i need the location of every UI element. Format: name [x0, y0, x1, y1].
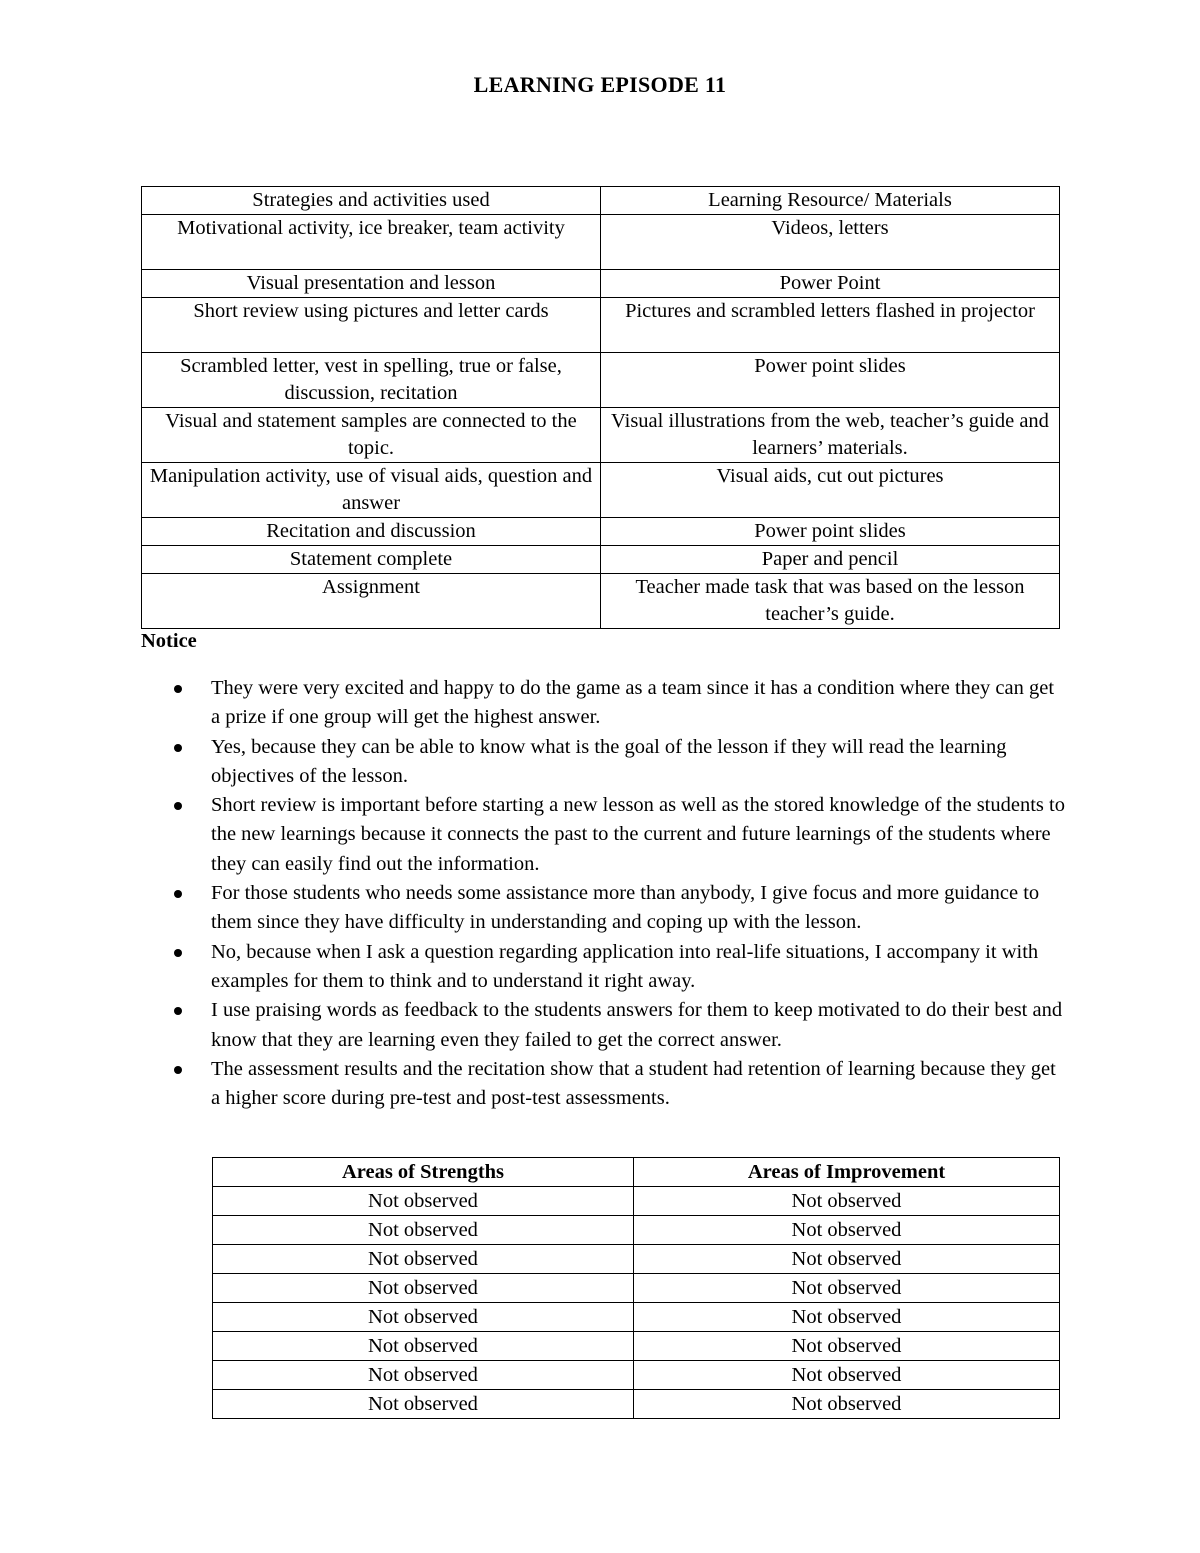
table-row [213, 1390, 1060, 1419]
strategy-cell: Visual presentation and lesson [142, 270, 601, 298]
resource-cell: Teacher made task that was based on the lesson teacher’s guide. [601, 574, 1060, 629]
areas-table [212, 1157, 1060, 1419]
improvement-cell: Not observed [634, 1361, 1060, 1390]
list-item [168, 733, 1068, 792]
strength-cell: Not observed [213, 1303, 634, 1332]
list-item [168, 1055, 1068, 1114]
notice-text: Yes, because they can be able to know what is the goal of the lesson if they will read the learning objectives of the lesson. [211, 735, 1007, 787]
resource-cell: Paper and pencil [601, 546, 1060, 574]
table-header-row [142, 187, 1060, 215]
header-improvement: Areas of Improvement [634, 1158, 1060, 1187]
resource-cell: Power point slides [601, 353, 1060, 408]
strategy-cell: Visual and statement samples are connected to the topic. [142, 408, 601, 463]
notice-list [168, 674, 1068, 1113]
improvement-cell: Not observed [634, 1274, 1060, 1303]
list-item [168, 879, 1068, 938]
notice-text: For those students who needs some assistance more than anybody, I give focus and more guidance to them since they have difficulty in understanding and coping up with the lesson. [211, 882, 1040, 934]
resource-cell: Power point slides [601, 518, 1060, 546]
strength-cell: Not observed [213, 1361, 634, 1390]
bullet-icon [174, 744, 182, 752]
strategies-table [141, 186, 1060, 629]
table-row [213, 1216, 1060, 1245]
header-strategies: Strategies and activities used [142, 187, 601, 215]
resource-cell: Visual illustrations from the web, teacher’s guide and learners’ materials. [601, 408, 1060, 463]
table-row [142, 463, 1060, 518]
table-row [142, 546, 1060, 574]
strategy-cell: Statement complete [142, 546, 601, 574]
header-strengths: Areas of Strengths [213, 1158, 634, 1187]
strength-cell: Not observed [213, 1216, 634, 1245]
notice-text: No, because when I ask a question regarding application into real-life situations, I accompany it with examples for them to think and to understand it right away. [211, 940, 1039, 992]
table-row [142, 215, 1060, 270]
resource-cell: Visual aids, cut out pictures [601, 463, 1060, 518]
improvement-cell: Not observed [634, 1332, 1060, 1361]
notice-text: I use praising words as feedback to the students answers for them to keep motivated to do their best and know that they are learning even they failed to get the correct answer. [211, 999, 1063, 1051]
strength-cell: Not observed [213, 1390, 634, 1419]
strategy-cell: Assignment [142, 574, 601, 629]
table-row [213, 1245, 1060, 1274]
table-row [213, 1332, 1060, 1361]
strategy-cell: Motivational activity, ice breaker, team activity [142, 215, 601, 270]
bullet-icon [174, 802, 182, 810]
table-row [213, 1303, 1060, 1332]
table-header-row [213, 1158, 1060, 1187]
table-row [213, 1274, 1060, 1303]
improvement-cell: Not observed [634, 1187, 1060, 1216]
notice-text: The assessment results and the recitation show that a student had retention of learning because they get a higher score during pre-test and post-test assessments. [211, 1057, 1056, 1110]
bullet-icon [174, 949, 182, 957]
notice-text: Short review is important before starting a new lesson as well as the stored knowledge of the students to the new learnings because it connects the past to the current and future learnings of the students where they can easily find out the information. [211, 794, 1065, 875]
strategy-cell: Manipulation activity, use of visual aids, question and answer [142, 463, 601, 518]
table-row [142, 353, 1060, 408]
bullet-icon [174, 1066, 182, 1074]
notice-text: They were very excited and happy to do the game as a team since it has a condition where they can get a prize if one group will get the highest answer. [211, 677, 1055, 729]
list-item [168, 791, 1068, 879]
resource-cell: Videos, letters [601, 215, 1060, 270]
bullet-icon [174, 685, 182, 693]
improvement-cell: Not observed [634, 1245, 1060, 1274]
improvement-cell: Not observed [634, 1303, 1060, 1332]
table-row [142, 574, 1060, 629]
bullet-icon [174, 890, 182, 898]
list-item [168, 938, 1068, 997]
table-row [142, 518, 1060, 546]
table-row [213, 1361, 1060, 1390]
strength-cell: Not observed [213, 1274, 634, 1303]
table-row [142, 298, 1060, 353]
strategy-cell: Scrambled letter, vest in spelling, true or false, discussion, recitation [142, 353, 601, 408]
header-resources: Learning Resource/ Materials [601, 187, 1060, 215]
strength-cell: Not observed [213, 1245, 634, 1274]
improvement-cell: Not observed [634, 1216, 1060, 1245]
strategy-cell: Short review using pictures and letter cards [142, 298, 601, 353]
notice-heading: Notice [141, 630, 197, 652]
list-item [168, 996, 1068, 1055]
strength-cell: Not observed [213, 1187, 634, 1216]
table-row [142, 408, 1060, 463]
resource-cell: Pictures and scrambled letters flashed in projector [601, 298, 1060, 353]
page-title: LEARNING EPISODE 11 [473, 72, 727, 97]
strength-cell: Not observed [213, 1332, 634, 1361]
table-row [142, 270, 1060, 298]
improvement-cell: Not observed [634, 1390, 1060, 1419]
list-item [168, 674, 1068, 733]
resource-cell: Power Point [601, 270, 1060, 298]
table-row [213, 1187, 1060, 1216]
bullet-icon [174, 1007, 182, 1015]
strategy-cell: Recitation and discussion [142, 518, 601, 546]
